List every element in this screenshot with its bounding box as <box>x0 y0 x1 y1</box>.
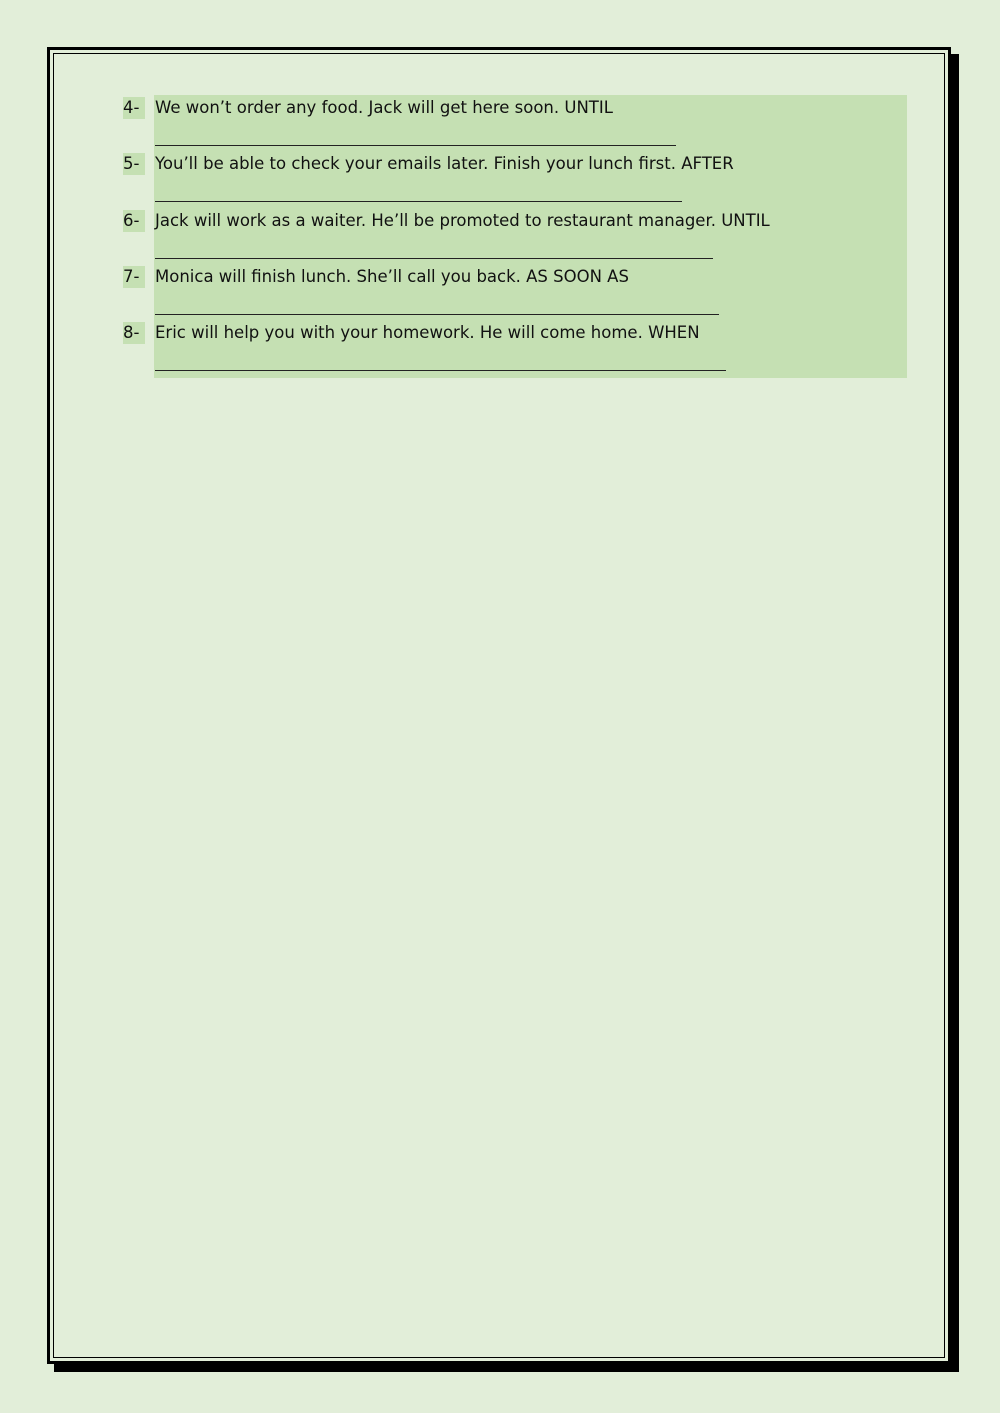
item-sentence: Eric will help you with your homework. He will come home. WHEN <box>155 323 700 342</box>
item-number: 6- <box>123 210 145 232</box>
answer-line[interactable] <box>155 145 676 146</box>
answer-line[interactable] <box>155 370 726 371</box>
exercise-item-6 <box>123 208 907 264</box>
item-number: 5- <box>123 153 145 175</box>
item-sentence: Monica will finish lunch. She’ll call you back. AS SOON AS <box>155 267 629 286</box>
item-sentence: Jack will work as a waiter. He’ll be promoted to restaurant manager. UNTIL <box>155 211 770 230</box>
item-number: 4- <box>123 97 145 119</box>
exercise-item-8 <box>123 320 907 376</box>
exercise-item-7 <box>123 264 907 320</box>
answer-line[interactable] <box>155 201 682 202</box>
item-sentence: You’ll be able to check your emails later. Finish your lunch first. AFTER <box>155 154 734 173</box>
item-number: 7- <box>123 266 145 288</box>
exercise-item-5 <box>123 151 907 207</box>
exercise-block <box>123 95 907 378</box>
item-sentence: We won’t order any food. Jack will get here soon. UNTIL <box>155 98 613 117</box>
item-number: 8- <box>123 322 145 344</box>
answer-line[interactable] <box>155 258 713 259</box>
exercise-item-4 <box>123 95 907 151</box>
answer-line[interactable] <box>155 314 719 315</box>
